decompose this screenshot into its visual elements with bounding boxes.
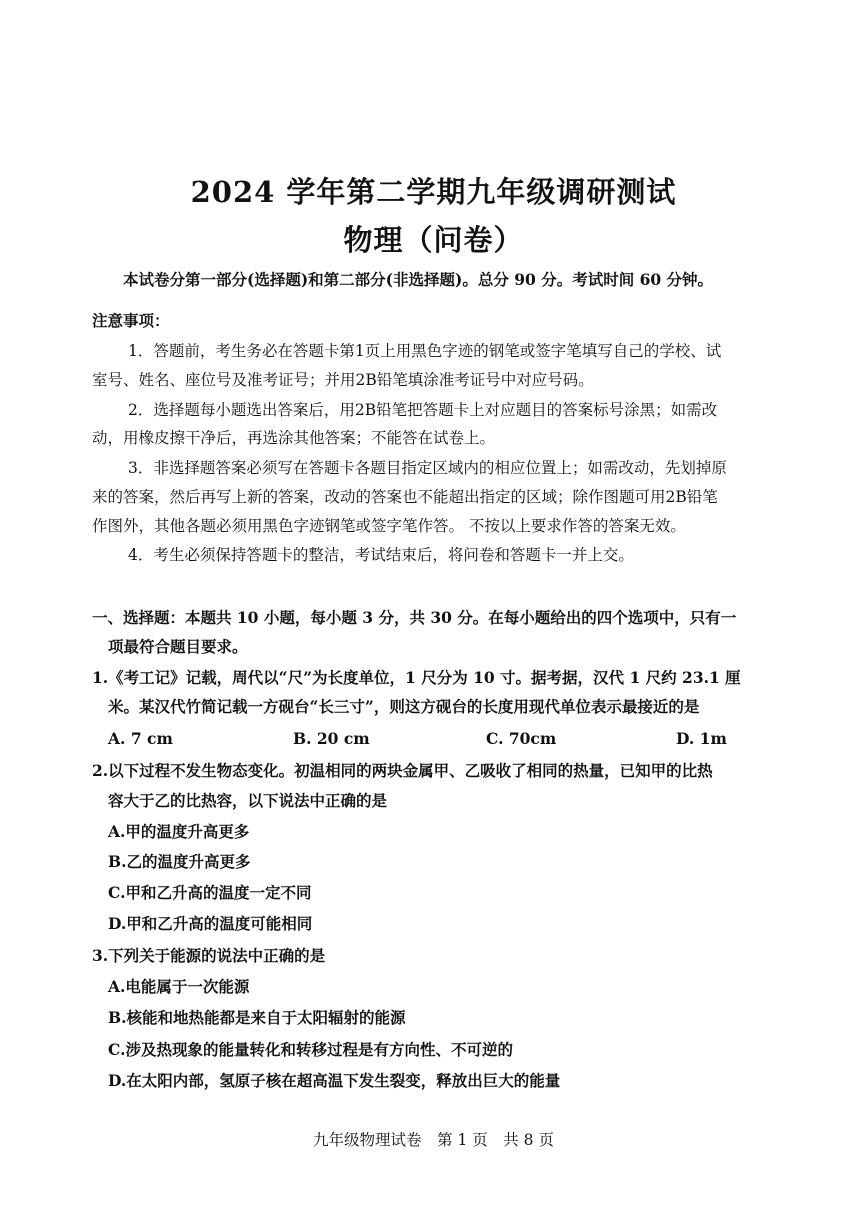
- note-3-line-2: 来的答案，然后再写上新的答案，改动的答案也不能超出指定的区域；除作图题可用2B铅笔: [92, 488, 718, 506]
- question-1-line-1: 1.《考工记》记载，周代以“尺”为长度单位，1 尺分为 10 寸。据考据，汉代 1 尺约 23.1 厘: [92, 668, 741, 687]
- page-footer: 九年级物理试卷 第 1 页 共 8 页: [313, 1131, 554, 1149]
- question-1-option-b: B. 20 cm: [293, 729, 370, 748]
- question-1-option-a: A. 7 cm: [108, 729, 173, 748]
- question-1-options: [108, 729, 748, 751]
- question-2-option-c: C.甲和乙升高的温度一定不同: [108, 883, 312, 902]
- note-4: 4．考生必须保持答题卡的整洁，考试结束后，将问卷和答题卡一并上交。: [128, 546, 634, 564]
- exam-intro: 本试卷分第一部分(选择题)和第二部分(非选择题)。总分 90 分。考试时间 60 分钟。: [123, 270, 714, 289]
- question-3-line-1: 3.下列关于能源的说法中正确的是: [92, 946, 326, 965]
- section-1-instructions-line-2: 项最符合题目要求。: [108, 637, 248, 656]
- note-3-line-3: 作图外，其他各题必须用黑色字迹钢笔或签字笔作答。 不按以上要求作答的答案无效。: [92, 517, 686, 535]
- question-1-line-2: 米。某汉代竹简记载一方砚台“长三寸”，则这方砚台的长度用现代单位表示最接近的是: [108, 697, 700, 716]
- note-2-line-1: 2．选择题每小题选出答案后，用2B铅笔把答题卡上对应题目的答案标号涂黑；如需改: [128, 401, 718, 419]
- question-3-option-d: D.在太阳内部，氢原子核在超高温下发生裂变，释放出巨大的能量: [108, 1071, 561, 1090]
- exam-title: 2024 学年第二学期九年级调研测试: [190, 175, 677, 209]
- note-2-line-2: 动，用橡皮擦干净后，再选涂其他答案；不能答在试卷上。: [92, 429, 496, 447]
- question-2-line-1: 2.以下过程不发生物态变化。初温相同的两块金属甲、乙吸收了相同的热量，已知甲的比热: [92, 761, 713, 780]
- section-1-instructions-line-1: 一、选择题：本题共 10 小题，每小题 3 分，共 30 分。在每小题给出的四个选项中，只有一: [92, 608, 737, 627]
- question-1-option-c: C. 70cm: [486, 729, 557, 748]
- question-2-option-b: B.乙的温度升高更多: [108, 852, 251, 871]
- question-2-option-d: D.甲和乙升高的温度可能相同: [108, 914, 313, 933]
- question-3-option-c: C.涉及热现象的能量转化和转移过程是有方向性、不可逆的: [108, 1040, 513, 1059]
- exam-subtitle: 物理（问卷）: [343, 223, 524, 257]
- note-3-line-1: 3．非选择题答案必须写在答题卡各题目指定区域内的相应位置上；如需改动，先划掉原: [128, 459, 727, 477]
- notes-heading: 注意事项：: [92, 311, 170, 330]
- note-1-line-2: 室号、姓名、座位号及准考证号；并用2B铅笔填涂准考证号中对应号码。: [92, 371, 594, 389]
- question-2-line-2: 容大于乙的比热容，以下说法中正确的是: [108, 791, 388, 810]
- note-1-line-1: 1．答题前，考生务必在答题卡第1页上用黑色字迹的钢笔或签字笔填写自己的学校、试: [128, 342, 722, 360]
- question-2-option-a: A.甲的温度升高更多: [108, 822, 250, 841]
- question-1-option-d: D. 1m: [676, 729, 727, 748]
- question-3-option-a: A.电能属于一次能源: [108, 977, 250, 996]
- question-3-option-b: B.核能和地热能都是来自于太阳辐射的能源: [108, 1008, 406, 1027]
